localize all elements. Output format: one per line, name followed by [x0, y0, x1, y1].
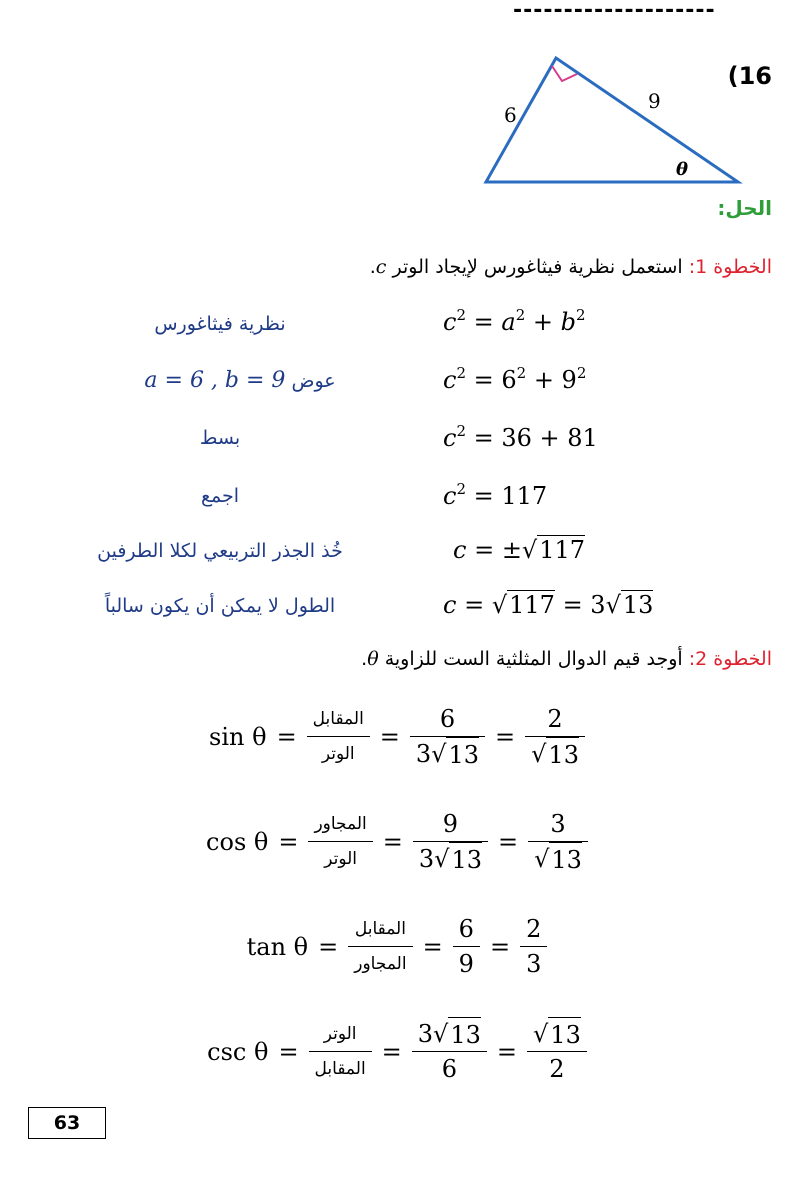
step2-label: الخطوة 2: [688, 648, 772, 670]
side-right-label: 9 [648, 89, 661, 113]
angle-theta-label: θ [676, 159, 689, 180]
equation-6: c = √117 = 3√13 [443, 591, 654, 619]
equation-2: $c^2 = 6^2 + 9^2$ [443, 364, 587, 394]
step2-var: θ [367, 648, 379, 670]
top-dashed-line: -------------------- [513, 0, 716, 23]
step1-var: c [375, 256, 387, 278]
page-number-box: 63 [28, 1107, 106, 1139]
cos-name: cos θ [206, 827, 269, 856]
equation-5: c = ±√117 [453, 536, 586, 564]
equation-3: $c^2 = 36 + 81$ [443, 422, 598, 452]
solution-label: الحل: [717, 196, 772, 220]
reason-3: بسط [199, 427, 241, 449]
triangle-figure [470, 50, 760, 195]
csc-equation: csc θ = $\frac{\text{الوتر}}{\text{المقابل}}$ = 3√ 13 6 = √ 13 2 [0, 1017, 800, 1086]
step2-end: . [361, 648, 368, 670]
cos-equation: cos θ = $\frac{\text{المجاور}}{\text{الوتر}}$ = 9 3√ 13 = 3 √ 13 [0, 807, 800, 876]
reason-2-math: a = 6 , b = 9 [144, 368, 286, 393]
reason-6: الطول لا يمكن أن يكون سالباً [104, 595, 336, 617]
side-left-label: 6 [504, 103, 517, 127]
triangle-shape [486, 58, 738, 182]
tan-equation: tan θ = $\frac{\text{المقابل}}{\text{المجاور}}$ = $\frac{6}{9}$ = $\frac{2}{3}$ [0, 912, 800, 981]
sin-name: sin θ [209, 722, 267, 751]
tan-name: tan θ [246, 932, 309, 961]
equation-1: $c^2 = a^2 + b^2$ [443, 306, 586, 336]
step1-end: . [369, 256, 376, 278]
csc-name: csc θ [207, 1037, 269, 1066]
step1-instruction [370, 256, 772, 278]
sin-equation: sin θ = $\frac{\text{المقابل}}{\text{الوتر}}$ = 6 3√ 13 = 2 √ 13 [0, 702, 800, 771]
problem-number: (16 [727, 62, 772, 90]
reason-2 [40, 368, 440, 393]
equation-4: $c^2 = 117$ [443, 480, 548, 510]
step1-label: الخطوة 1: [688, 256, 772, 278]
reason-2-text: عوض [291, 370, 336, 392]
reason-5: خُذ الجذر التربيعي لكلا الطرفين [97, 540, 343, 562]
step2-text: أوجد قيم الدوال المثلثية الست للزاوية [384, 648, 683, 670]
reason-4: اجمع [200, 485, 240, 507]
step1-text: استعمل نظرية فيثاغورس لإيجاد الوتر [392, 256, 683, 278]
step2-instruction [361, 648, 772, 670]
reason-1: نظرية فيثاغورس [154, 313, 286, 335]
